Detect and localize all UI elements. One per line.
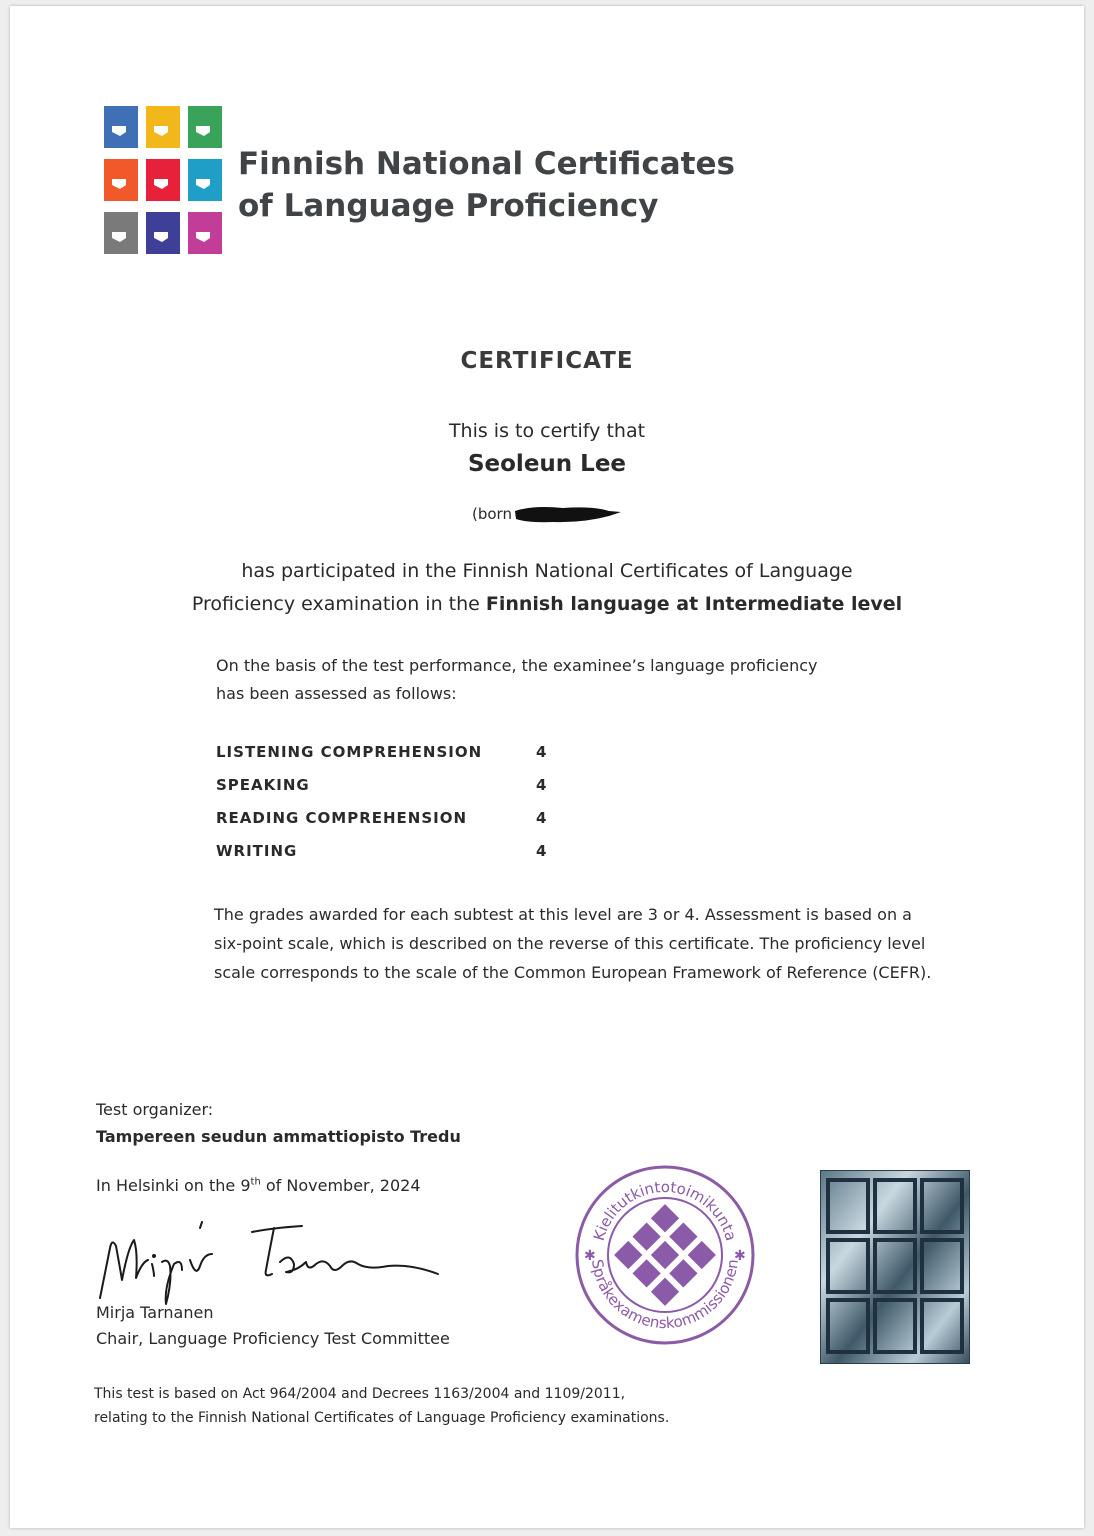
issue-date-prefix: In Helsinki on the 9 bbox=[96, 1176, 251, 1195]
scale-note-line-3: scale corresponds to the scale of the Common European Framework of Reference (CEFR). bbox=[214, 963, 932, 982]
certificate-title: CERTIFICATE bbox=[460, 348, 634, 374]
issue-date bbox=[96, 1176, 421, 1195]
redaction-mark bbox=[513, 503, 623, 525]
subtest-grade: 4 bbox=[536, 743, 547, 761]
exam-language-level: Finnish language at Intermediate level bbox=[485, 593, 903, 615]
participation-statement bbox=[0, 555, 1094, 621]
subtest-label: READING COMPREHENSION bbox=[216, 809, 468, 827]
statement-line-2 bbox=[0, 588, 1094, 621]
official-stamp bbox=[570, 1160, 760, 1350]
stamp-bottom-text: Språkexamenskommissionen bbox=[588, 1258, 742, 1333]
subtest-grade: 4 bbox=[536, 842, 547, 860]
hologram-seal-icon bbox=[820, 1170, 970, 1364]
legal-line-1: This test is based on Act 964/2004 and Decrees 1163/2004 and 1109/2011, bbox=[94, 1386, 626, 1402]
organizer-name: Tampereen seudun ammattiopisto Tredu bbox=[96, 1127, 461, 1146]
issue-date-sup: th bbox=[250, 1176, 261, 1188]
stamp-top-text: Kielitutkintotoimikunta bbox=[589, 1177, 741, 1243]
certify-intro: This is to certify that bbox=[448, 420, 646, 442]
subtest-label: LISTENING COMPREHENSION bbox=[216, 743, 483, 761]
yki-logo-icon bbox=[104, 104, 222, 262]
subtest-grade: 4 bbox=[536, 809, 547, 827]
candidate-name: Seoleun Lee bbox=[467, 451, 627, 477]
legal-line-2: relating to the Finnish National Certificates of Language Proficiency examinations. bbox=[94, 1410, 670, 1426]
statement-line-1: has participated in the Finnish National Certificates of Language bbox=[241, 560, 853, 582]
scale-note-line-2: six-point scale, which is described on the reverse of this certificate. The proficiency level bbox=[214, 934, 926, 953]
brand-line-1: Finnish National Certificates bbox=[238, 146, 735, 182]
scale-note-line-1: The grades awarded for each subtest at this level are 3 or 4. Assessment is based on a bbox=[214, 905, 912, 924]
signatory-title: Chair, Language Proficiency Test Committee bbox=[96, 1329, 450, 1348]
born-label: (born bbox=[472, 505, 512, 523]
stamp-star-icon: ✱ bbox=[734, 1248, 746, 1264]
subtest-label: SPEAKING bbox=[216, 776, 310, 794]
subtest-label: WRITING bbox=[216, 842, 298, 860]
stamp-diamond-grid-icon bbox=[614, 1204, 716, 1306]
scale-note bbox=[214, 900, 974, 987]
signatory-name: Mirja Tarnanen bbox=[96, 1303, 214, 1322]
legal-basis bbox=[94, 1382, 669, 1430]
subtest-grade: 4 bbox=[536, 776, 547, 794]
stamp-star-icon: ✱ bbox=[584, 1248, 596, 1264]
assessment-intro bbox=[216, 652, 818, 708]
issue-date-suffix: of November, 2024 bbox=[260, 1176, 421, 1195]
handwritten-signature bbox=[92, 1218, 452, 1308]
assessment-line-2: has been assessed as follows: bbox=[216, 684, 457, 703]
organizer-label: Test organizer: bbox=[96, 1100, 214, 1119]
brand-line-2: of Language Proficiency bbox=[238, 188, 659, 224]
brand-name bbox=[238, 143, 735, 227]
assessment-line-1: On the basis of the test performance, the examinee’s language proficiency bbox=[216, 656, 818, 675]
statement-line-2-prefix: Proficiency examination in the bbox=[191, 593, 486, 615]
